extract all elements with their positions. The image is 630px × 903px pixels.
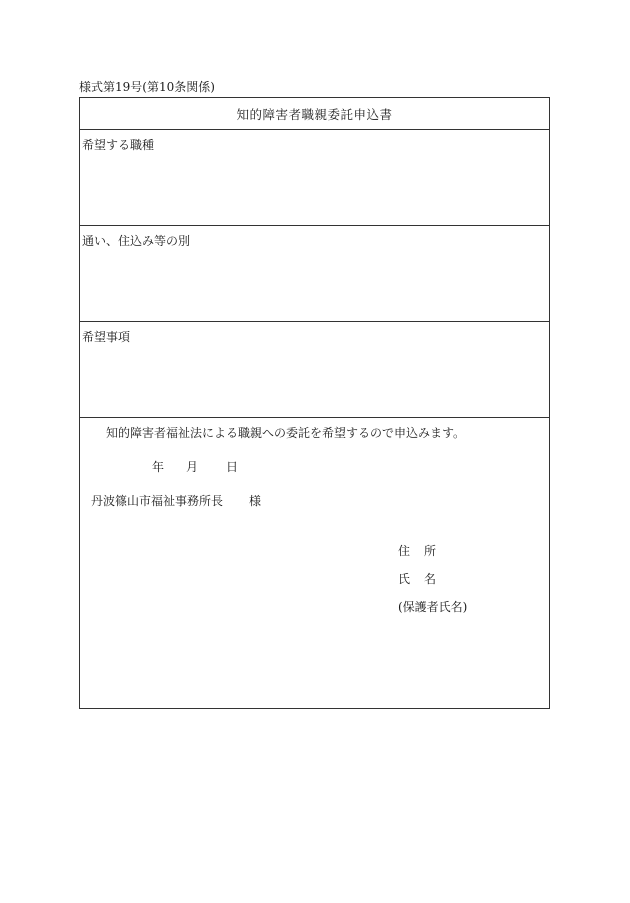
addressee-line [91,494,261,508]
address-label-char-1: 住 [398,544,411,558]
wishes-label: 希望事項 [82,330,131,344]
applicant-address-label [398,544,436,558]
date-year-label: 年 [152,460,165,474]
name-label-char-2: 名 [424,572,437,586]
desired-job-field [80,129,549,225]
wishes-field [80,321,549,417]
date-day-label: 日 [226,460,239,474]
guardian-name-label: (保護者氏名) [398,600,468,614]
addressee-honorific: 様 [249,494,262,508]
date-line [152,460,238,474]
commute-type-label: 通い、住込み等の別 [82,234,191,248]
addressee-name: 丹波篠山市福祉事務所長 [91,494,224,508]
form-title-row [80,98,549,129]
application-section [80,417,549,708]
name-label-char-1: 氏 [398,572,411,586]
application-form-table [79,97,550,709]
form-number: 様式第19号(第10条関係) [79,80,215,94]
application-statement: 知的障害者福祉法による職親への委託を希望するので申込みます。 [106,426,466,440]
form-title: 知的障害者職親委託申込書 [236,106,393,122]
applicant-name-label [398,572,436,586]
date-month-label: 月 [186,460,199,474]
desired-job-label: 希望する職種 [82,138,155,152]
address-label-char-2: 所 [424,544,437,558]
commute-type-field [80,225,549,321]
